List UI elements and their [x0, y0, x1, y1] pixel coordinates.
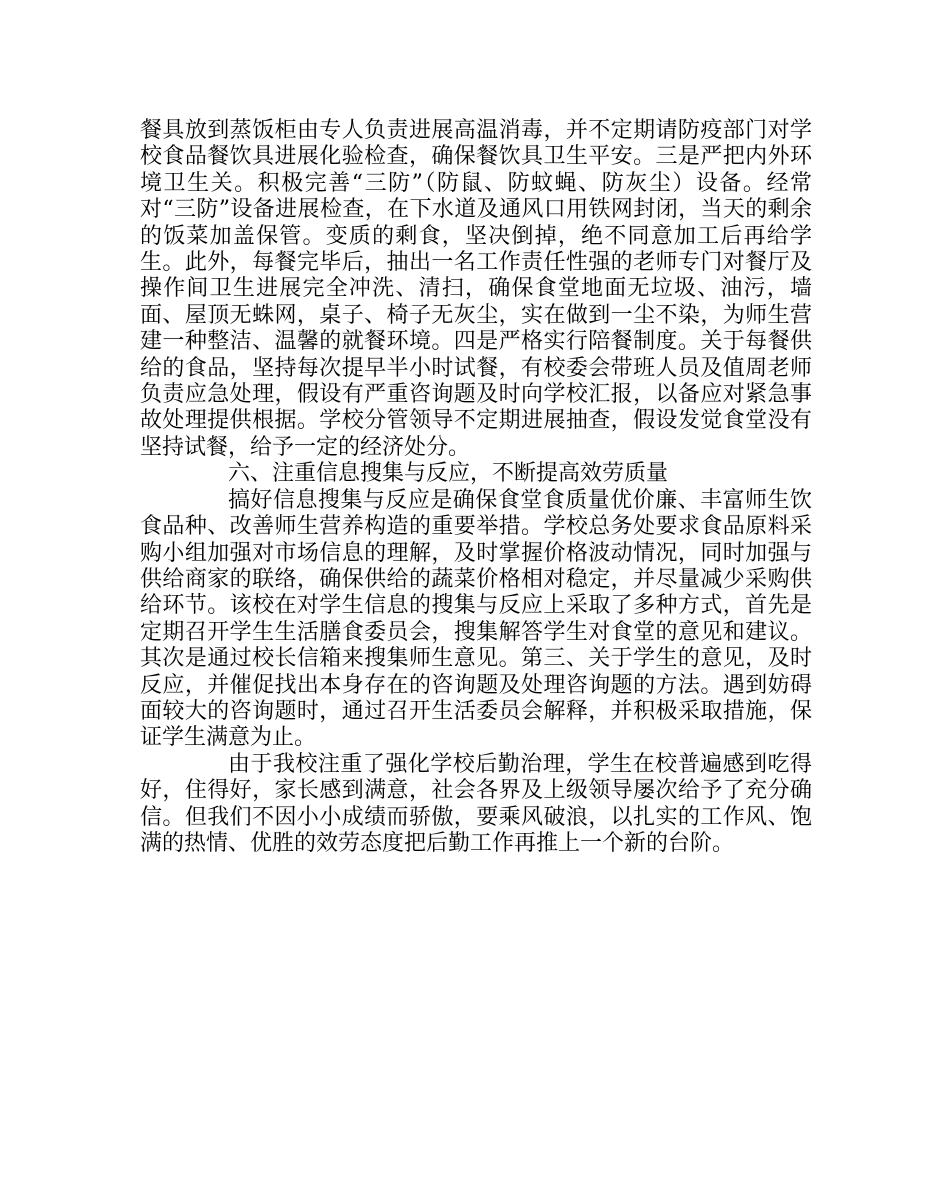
paragraph-conclusion: 由于我校注重了强化学校后勤治理，学生在校普遍感到吃得好，住得好，家长感到满意，社会各界及上级领导屡次给予了充分确信。但我们不因小小成绩而骄傲，要乘风破浪，以扎实的工作风、饱满的热情、优胜的效劳态度把后勤工作再推上一个新的台阶。: [140, 751, 812, 856]
paragraph-hygiene-measures: 餐具放到蒸饭柜由专人负责进展高温消毒，并不定期请防疫部门对学校食品餐饮具进展化验检查，确保餐饮具卫生平安。三是严把内外环境卫生关。积极完善“三防”（防鼠、防蚊蝇、防灰尘）设备。经常对“三防”设备进展检查，在下水道及通风口用铁网封闭，当天的剩余的饭菜加盖保管。变质的剩食，坚决倒掉，绝不同意加工后再给学生。此外，每餐完毕后，抽出一名工作责任性强的老师专门对餐厅及操作间卫生进展完全冲洗、清扫，确保食堂地面无垃圾、油污，墙面、屋顶无蛛网，桌子、椅子无灰尘，实在做到一尘不染，为师生营建一种整洁、温馨的就餐环境。四是严格实行陪餐制度。关于每餐供给的食品，坚持每次提早半小时试餐，有校委会带班人员及值周老师负责应急处理，假设有严重咨询题及时向学校汇报，以备应对紧急事故处理提供根据。学校分管领导不定期进展抽查，假设发觉食堂没有坚持试餐，给予一定的经济处分。: [140, 118, 812, 460]
paragraph-information-feedback: 搞好信息搜集与反应是确保食堂食质量优价廉、丰富师生饮食品种、改善师生营养构造的重要举措。学校总务处要求食品原料采购小组加强对市场信息的理解，及时掌握价格波动情况，同时加强与供给商家的联络，确保供给的蔬菜价格相对稳定，并尽量减少采购供给环节。该校在对学生信息的搜集与反应上采取了多种方式，首先是定期召开学生生活膳食委员会，搜集解答学生对食堂的意见和建议。其次是通过校长信箱来搜集师生意见。第三、关于学生的意见，及时反应，并催促找出本身存在的咨询题及处理咨询题的方法。遇到妨碍面较大的咨询题时，通过召开生活委员会解释，并积极采取措施，保证学生满意为止。: [140, 487, 812, 751]
document-body: [140, 118, 812, 857]
section-heading-six: 六、注重信息搜集与反应，不断提高效劳质量: [228, 461, 669, 487]
